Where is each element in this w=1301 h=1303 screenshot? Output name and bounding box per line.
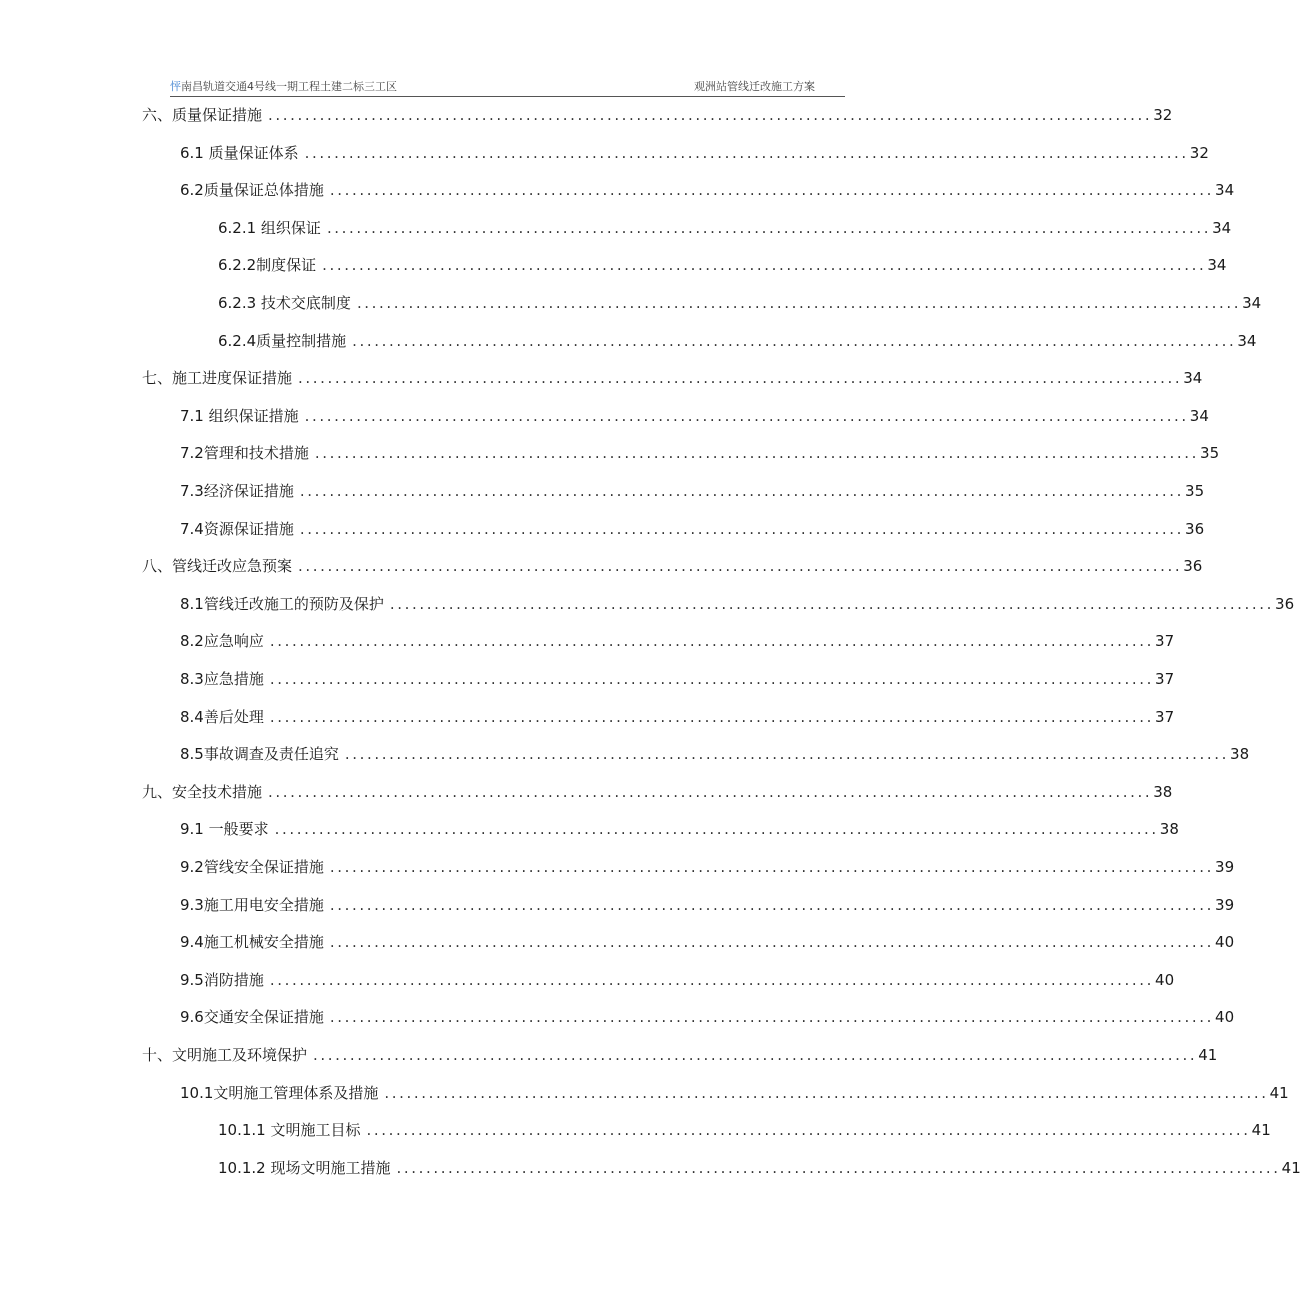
toc-entry-page: 38 bbox=[1159, 820, 1179, 838]
toc-entry[interactable] bbox=[180, 924, 1235, 960]
toc-entry-page: 40 bbox=[1155, 971, 1175, 989]
toc-entry-label: 10.1.1 文明施工目标 bbox=[218, 1121, 361, 1139]
toc-entry-label: 6.2.4质量控制措施 bbox=[218, 332, 347, 350]
toc-dot-leader: ........................................................................................................................ bbox=[304, 407, 1189, 425]
toc-entry-label: 9.2管线安全保证措施 bbox=[180, 858, 324, 876]
toc-entry[interactable] bbox=[218, 247, 1227, 283]
toc-entry[interactable] bbox=[142, 360, 1203, 396]
toc-dot-leader: ........................................................................................................................ bbox=[313, 1046, 1198, 1064]
toc-entry-label: 6.1 质量保证体系 bbox=[180, 144, 299, 162]
toc-dot-leader: ........................................................................................................................ bbox=[329, 1008, 1215, 1026]
toc-entry[interactable] bbox=[180, 135, 1209, 171]
toc-dot-leader: ........................................................................................................................ bbox=[389, 595, 1275, 613]
toc-entry-label: 8.1管线迁改施工的预防及保护 bbox=[180, 595, 384, 613]
toc-entry[interactable] bbox=[180, 887, 1235, 923]
toc-entry-page: 35 bbox=[1185, 482, 1205, 500]
toc-dot-leader: ........................................................................................................................ bbox=[269, 708, 1155, 726]
toc-dot-leader: ........................................................................................................................ bbox=[304, 144, 1189, 162]
toc-entry-page: 34 bbox=[1183, 369, 1203, 387]
toc-dot-leader: ........................................................................................................................ bbox=[314, 444, 1200, 462]
toc-entry-page: 41 bbox=[1269, 1084, 1289, 1102]
toc-entry[interactable] bbox=[180, 736, 1250, 772]
toc-entry[interactable] bbox=[142, 97, 1173, 133]
toc-entry-label: 10.1文明施工管理体系及措施 bbox=[180, 1084, 379, 1102]
toc-entry-label: 九、安全技术措施 bbox=[142, 783, 263, 801]
toc-entry-page: 34 bbox=[1242, 294, 1262, 312]
toc-entry[interactable] bbox=[180, 811, 1179, 847]
toc-entry[interactable] bbox=[218, 323, 1257, 359]
toc-entry-page: 35 bbox=[1200, 444, 1220, 462]
toc-dot-leader: ........................................................................................................................ bbox=[322, 256, 1207, 274]
toc-dot-leader: ........................................................................................................................ bbox=[299, 520, 1185, 538]
toc-entry-page: 32 bbox=[1189, 144, 1209, 162]
toc-entry-label: 8.3应急措施 bbox=[180, 670, 264, 688]
toc-dot-leader: ........................................................................................................................ bbox=[269, 670, 1155, 688]
toc-entry[interactable] bbox=[218, 1112, 1271, 1148]
toc-entry[interactable] bbox=[180, 398, 1209, 434]
toc-entry[interactable] bbox=[142, 548, 1203, 584]
toc-entry-page: 34 bbox=[1215, 181, 1235, 199]
toc-entry-label: 9.3施工用电安全措施 bbox=[180, 896, 324, 914]
toc-entry-label: 七、施工进度保证措施 bbox=[142, 369, 293, 387]
toc-dot-leader: ........................................................................................................................ bbox=[299, 482, 1185, 500]
toc-entry[interactable] bbox=[218, 210, 1232, 246]
toc-dot-leader: ........................................................................................................................ bbox=[268, 106, 1153, 124]
toc-entry-page: 39 bbox=[1215, 896, 1235, 914]
toc-dot-leader: ........................................................................................................................ bbox=[268, 783, 1153, 801]
toc-dot-leader: ........................................................................................................................ bbox=[329, 896, 1215, 914]
toc-dot-leader: ........................................................................................................................ bbox=[356, 294, 1242, 312]
toc-entry-page: 34 bbox=[1189, 407, 1209, 425]
toc-dot-leader: ........................................................................................................................ bbox=[329, 858, 1215, 876]
toc-entry-label: 9.1 一般要求 bbox=[180, 820, 269, 838]
toc-entry-page: 34 bbox=[1237, 332, 1257, 350]
toc-entry-label: 7.1 组织保证措施 bbox=[180, 407, 299, 425]
toc-entry-page: 41 bbox=[1251, 1121, 1271, 1139]
toc-dot-leader: ........................................................................................................................ bbox=[329, 181, 1215, 199]
toc-entry-label: 9.6交通安全保证措施 bbox=[180, 1008, 324, 1026]
toc-entry[interactable] bbox=[180, 661, 1175, 697]
toc-entry-label: 8.2应急响应 bbox=[180, 632, 264, 650]
toc-dot-leader: ........................................................................................................................ bbox=[344, 745, 1230, 763]
toc-entry-label: 六、质量保证措施 bbox=[142, 106, 263, 124]
toc-entry[interactable] bbox=[180, 473, 1205, 509]
toc-dot-leader: ........................................................................................................................ bbox=[366, 1121, 1251, 1139]
toc-dot-leader: ........................................................................................................................ bbox=[326, 219, 1212, 237]
toc-entry-label: 7.4资源保证措施 bbox=[180, 520, 294, 538]
toc-entry[interactable] bbox=[180, 999, 1235, 1035]
header-left bbox=[170, 78, 397, 94]
toc-dot-leader: ........................................................................................................................ bbox=[269, 632, 1155, 650]
toc-entry[interactable] bbox=[180, 435, 1220, 471]
toc-entry[interactable] bbox=[180, 849, 1235, 885]
toc-dot-leader: ........................................................................................................................ bbox=[298, 557, 1183, 575]
toc-entry-page: 38 bbox=[1153, 783, 1173, 801]
toc-entry-page: 37 bbox=[1155, 632, 1175, 650]
header-logo: 怦 bbox=[170, 80, 181, 93]
toc-entry-label: 9.5消防措施 bbox=[180, 971, 264, 989]
toc-entry[interactable] bbox=[142, 774, 1173, 810]
toc-entry[interactable] bbox=[180, 586, 1295, 622]
toc-entry[interactable] bbox=[142, 1037, 1218, 1073]
toc-entry-label: 7.3经济保证措施 bbox=[180, 482, 294, 500]
toc-entry-page: 32 bbox=[1153, 106, 1173, 124]
toc-entry-page: 41 bbox=[1198, 1046, 1218, 1064]
toc-entry-page: 38 bbox=[1230, 745, 1250, 763]
toc-entry-label: 6.2质量保证总体措施 bbox=[180, 181, 324, 199]
toc-entry-page: 40 bbox=[1215, 1008, 1235, 1026]
toc-entry-label: 6.2.3 技术交底制度 bbox=[218, 294, 351, 312]
toc-dot-leader: ........................................................................................................................ bbox=[329, 933, 1215, 951]
toc-entry-page: 41 bbox=[1281, 1159, 1301, 1177]
toc-entry-label: 9.4施工机械安全措施 bbox=[180, 933, 324, 951]
toc-entry-label: 6.2.1 组织保证 bbox=[218, 219, 321, 237]
toc-dot-leader: ........................................................................................................................ bbox=[352, 332, 1237, 350]
toc-entry-page: 40 bbox=[1215, 933, 1235, 951]
toc-entry[interactable] bbox=[180, 699, 1175, 735]
toc-entry-page: 34 bbox=[1212, 219, 1232, 237]
toc-entry[interactable] bbox=[218, 285, 1262, 321]
toc-entry[interactable] bbox=[218, 1150, 1301, 1186]
toc-entry[interactable] bbox=[180, 962, 1175, 998]
toc-entry-label: 7.2管理和技术措施 bbox=[180, 444, 309, 462]
toc-entry-label: 8.5事故调查及责任追究 bbox=[180, 745, 339, 763]
toc-entry[interactable] bbox=[180, 172, 1235, 208]
toc-entry[interactable] bbox=[180, 511, 1205, 547]
toc-entry[interactable] bbox=[180, 623, 1175, 659]
toc-entry-label: 8.4善后处理 bbox=[180, 708, 264, 726]
document-title: 观洲站管线迁改施工方案 bbox=[694, 80, 815, 93]
toc-entry-label: 10.1.2 现场文明施工措施 bbox=[218, 1159, 391, 1177]
toc-dot-leader: ........................................................................................................................ bbox=[384, 1084, 1269, 1102]
toc-entry-label: 十、文明施工及环境保护 bbox=[142, 1046, 308, 1064]
toc-entry-page: 36 bbox=[1185, 520, 1205, 538]
toc-entry-label: 6.2.2制度保证 bbox=[218, 256, 317, 274]
toc-entry[interactable] bbox=[180, 1075, 1289, 1111]
project-title: 南昌轨道交通4号线一期工程土建二标三工区 bbox=[181, 80, 397, 93]
toc-dot-leader: ........................................................................................................................ bbox=[396, 1159, 1281, 1177]
toc-dot-leader: ........................................................................................................................ bbox=[298, 369, 1183, 387]
toc-entry-label: 八、管线迁改应急预案 bbox=[142, 557, 293, 575]
toc-entry-page: 36 bbox=[1183, 557, 1203, 575]
page-header bbox=[170, 76, 845, 97]
toc-entry-page: 39 bbox=[1215, 858, 1235, 876]
toc-entry-page: 36 bbox=[1275, 595, 1295, 613]
toc-entry-page: 37 bbox=[1155, 708, 1175, 726]
toc-dot-leader: ........................................................................................................................ bbox=[269, 971, 1155, 989]
toc-dot-leader: ........................................................................................................................ bbox=[274, 820, 1159, 838]
toc-entry-page: 34 bbox=[1207, 256, 1227, 274]
toc-entry-page: 37 bbox=[1155, 670, 1175, 688]
